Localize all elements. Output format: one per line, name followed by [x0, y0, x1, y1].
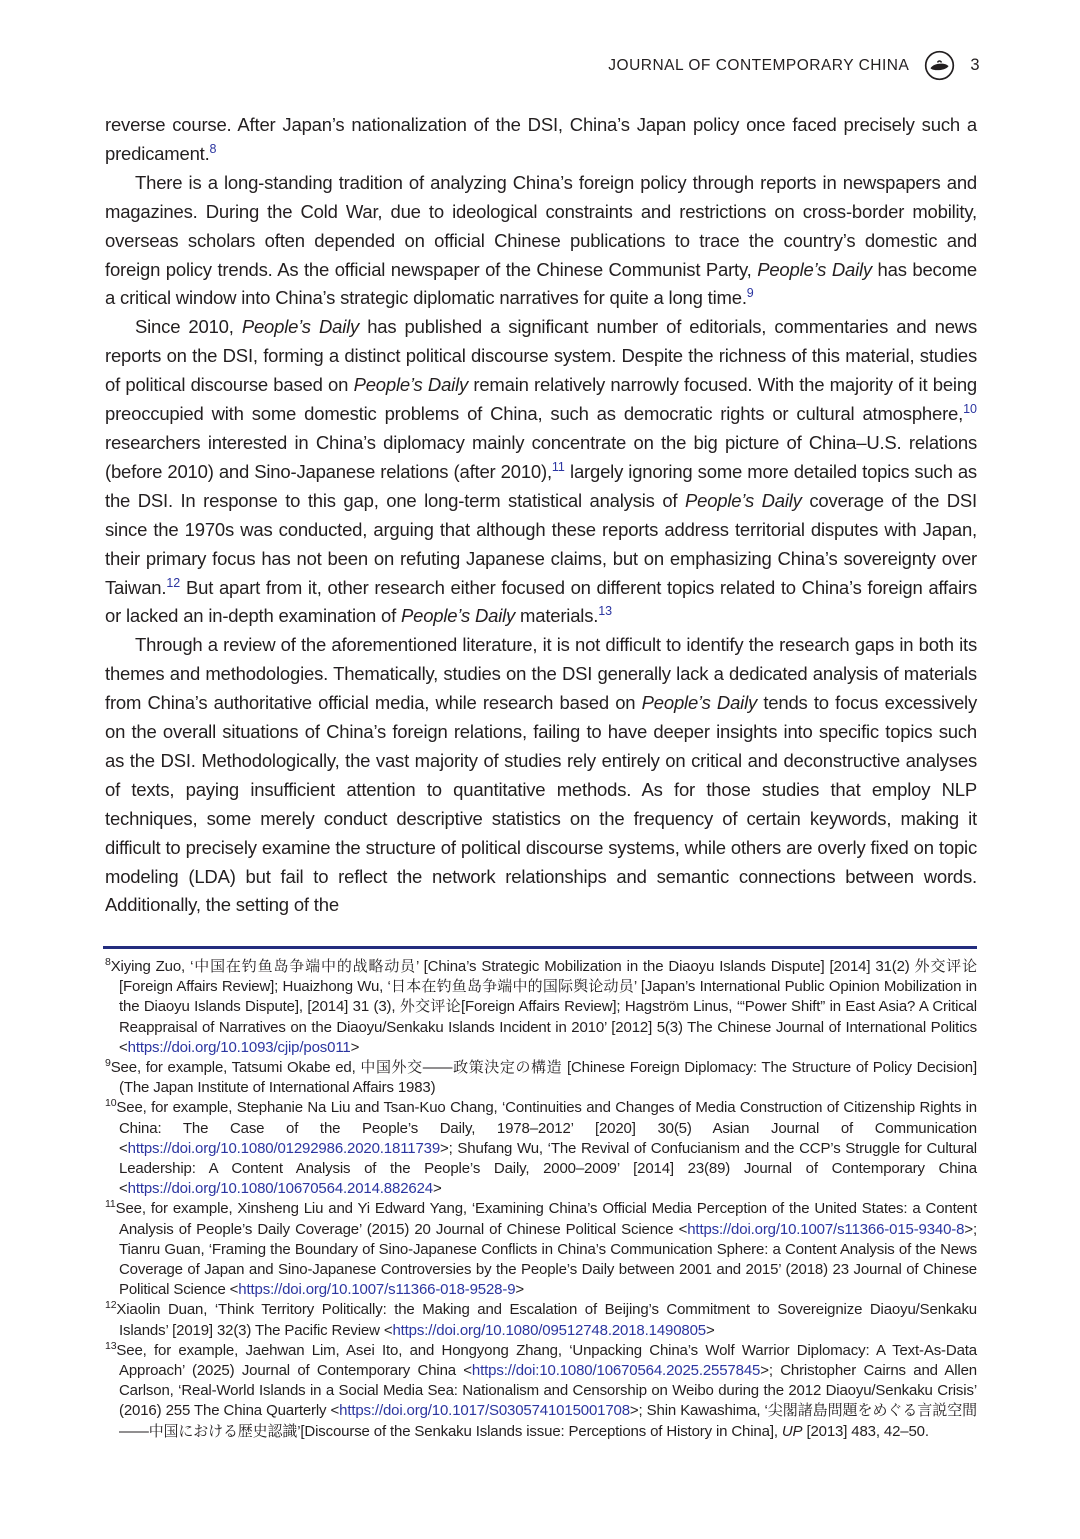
- italic-text: UP: [781, 1422, 803, 1440]
- footnote: [105, 1341, 977, 1442]
- footnote-ref[interactable]: 11: [551, 459, 565, 474]
- text-run: researchers interested in China’s diplomacy mainly concentrate on the big picture of China–U.S. relations (before 2010) and Sino-Japanese relations (after 2010),: [105, 431, 977, 482]
- italic-text: People’s Daily: [241, 316, 360, 338]
- text-run: tends to focus excessively on the overall situations of China’s foreign relations, failing to have deeper insights into specific topics such as the DSI. Methodologically, the vast majority of studies rely entirely on critical and deconstructive analyses of texts, paying insufficient attention to quantitative methods. As for those studies that employ NLP techniques, some merely conduct descriptive statistics on the frequency of certain keywords, making it difficult to precisely examine the structure of political discourse systems, while others are overly fixed on topic modeling (LDA) but fail to reflect the network relationships and semantic connections between words. Additionally, the setting of the: [105, 692, 977, 916]
- doi-link[interactable]: https://doi.org/10.1093/cjip/pos011: [127, 1038, 351, 1056]
- italic-text: People’s Daily: [641, 692, 758, 714]
- footnote-ref[interactable]: 13: [598, 604, 613, 619]
- text-run: reverse course. After Japan’s nationalization of the DSI, China’s Japan policy once faced precisely such a predicament.: [105, 114, 977, 164]
- footnote-marker: 9: [105, 1057, 111, 1070]
- text-run: Xiying Zuo, ‘中国在钓鱼岛争端中的战略动员’ [China’s Strategic Mobilization in the Diaoyu Islands Dispute] [2014] 31(2) 外交评论 [Foreign Affairs Review]; Huaizhong Wu, ‘日本在钓鱼岛争端中的国际舆论动员’ [Japan’s International Public Opinion Mobilization in the Diaoyu Islands Dispute], [2014] 31 (3), 外交评论[Foreign Affairs Review]; Hagström Linus, ‘“Power Shift” in East Asia? A Critical Reappraisal of Narratives on the Diaoyu/Senkaku Islands Incident in 2010’ [2012] 5(3) The Chinese Journal of International Politics <: [110, 958, 977, 1056]
- text-run: >: [515, 1281, 525, 1299]
- text-run: See, for example, Tatsumi Okabe ed, 中国外交——政策決定の構造 [Chinese Foreign Diplomacy: The Structure of Policy Decision] (The Japan Institute of International Affairs 1983): [110, 1059, 977, 1097]
- footnote-ref[interactable]: 12: [166, 575, 181, 590]
- text-run: >; Tianru Guan, ‘Framing the Boundary of Sino-Japanese Conflicts in China’s Communication Sphere: a Content Analysis of the News Coverage of Japan and Sino-Japanese Controversies by the People’s Daily between 2001 and 2015’ (2018) 23 Journal of Chinese Political Science <: [119, 1220, 977, 1299]
- text-run: Xiaolin Duan, ‘Think Territory Politically: the Making and Escalation of Beijing’s Commitment to Sovereignize Diaoyu/Senkaku Islands’ [2019] 32(3) The Pacific Review <: [116, 1301, 977, 1339]
- footnote-ref[interactable]: 9: [746, 286, 754, 301]
- italic-text: People’s Daily: [353, 374, 469, 396]
- footnote: [105, 957, 977, 1058]
- text-run: largely ignoring some more detailed topics such as the DSI. In response to this gap, one long-term statistical analysis of: [105, 460, 977, 511]
- text-run: coverage of the DSI since the 1970s was conducted, arguing that although these reports address territorial disputes with Japan, their primary focus has not been on refuting Japanese claims, but on emphasizing China’s sovereignty over Taiwan.: [105, 489, 977, 598]
- text-run: There is a long-standing tradition of analyzing China’s foreign policy through reports in newspapers and magazines. During the Cold War, due to ideological constraints and restrictions on cross-border mobility, overseas scholars often depended on official Chinese publications to trace the country’s domestic and foreign policy trends. As the official newspaper of the Chinese Communist Party,: [105, 171, 977, 280]
- italic-text: People’s Daily: [757, 258, 872, 280]
- text-run: [2013] 483, 42–50.: [802, 1422, 929, 1440]
- text-run: has become a critical window into China’s strategic diplomatic narratives for quite a long time.: [105, 258, 977, 309]
- italic-text: People’s Daily: [400, 605, 516, 627]
- text-run: See, for example, Stephanie Na Liu and Tsan-Kuo Chang, ‘Continuities and Changes of Media Construction of Citizenship Rights in China: The Case of the People’s Daily, 1978–2012’ [2020] 30(5) Asian Journal of Communication <: [116, 1099, 977, 1157]
- footnote-marker: 11: [105, 1198, 116, 1211]
- text-run: >; Shufang Wu, ‘The Revival of Confucianism and the CCP’s Struggle for Cultural Leadership: A Content Analysis of the People’s Daily, 2000–2009’ [2014] 23(89) Journal of Contemporary China <: [119, 1139, 977, 1198]
- text-run: See, for example, Xinsheng Liu and Yi Edward Yang, ‘Examining China’s Official Media Perception of the United States: a Content Analysis of People’s Daily Coverage’ (2015) 20 Journal of Chinese Political Science <: [115, 1200, 977, 1238]
- italic-text: People’s Daily: [684, 489, 802, 511]
- doi-link[interactable]: https://doi.org/10.1017/S0305741015001708: [339, 1402, 630, 1420]
- footnote-ref[interactable]: 8: [209, 141, 217, 156]
- footnote: [105, 1199, 977, 1300]
- footnote-marker: 12: [105, 1299, 117, 1312]
- doi-link[interactable]: https://doi:10.1080/10670564.2025.2557845: [471, 1362, 761, 1380]
- text-run: has published a significant number of editorials, commentaries and news reports on the DSI, forming a distinct political discourse system. Despite the richness of this material, studies of political discourse based on: [105, 316, 978, 396]
- doi-link[interactable]: https://doi.org/10.1080/10670564.2014.882624: [127, 1180, 433, 1198]
- footnote-ref[interactable]: 10: [963, 401, 977, 416]
- text-run: >; Shin Kawashima, ‘尖閣諸島問題をめぐる言説空間——中国における歴史認識’[Discourse of the Senkaku Islands issue: Perceptions of History in China],: [119, 1402, 977, 1440]
- body-paragraph: [105, 631, 977, 920]
- body-text: [105, 111, 977, 920]
- text-run: remain relatively narrowly focused. With the majority of it being preoccupied with some domestic problems of China, such as democratic rights or cultural atmosphere,: [105, 374, 977, 425]
- footnotes: [105, 957, 977, 1442]
- running-header: [608, 50, 980, 81]
- journal-title: JOURNAL OF CONTEMPORARY CHINA: [608, 56, 910, 74]
- text-run: Through a review of the aforementioned literature, it is not difficult to identify the research gaps in both its themes and methodologies. Thematically, studies on the DSI generally lack a dedicated analysis of materials from China’s authoritative official media, while research based on: [105, 634, 977, 714]
- footnote: [105, 1058, 977, 1098]
- footnote-separator-rule: [103, 946, 977, 949]
- text-run: >; Christopher Cairns and Allen Carlson, ‘Real-World Islands in a Social Media Sea: Nationalism and Censorship on Weibo during the 2012 Diaoyu/Senkaku Crisis’ (2016) 255 The China Quarterly <: [119, 1362, 977, 1420]
- text-run: But apart from it, other research either focused on different topics related to China’s foreign affairs or lacked an in-depth examination of: [105, 576, 977, 627]
- footnote-marker: 8: [105, 956, 111, 968]
- doi-link[interactable]: https://doi.org/10.1080/01292986.2020.1811739: [127, 1139, 441, 1157]
- text-run: Since 2010,: [135, 316, 242, 338]
- text-run: See, for example, Jaehwan Lim, Asei Ito, and Hongyong Zhang, ‘Unpacking China’s Wolf Warrior Diplomacy: A Text-As-Data Approach’ (2025) Journal of Contemporary China <: [116, 1341, 977, 1380]
- body-paragraph: [105, 111, 977, 169]
- footnote: [105, 1300, 977, 1340]
- text-run: >: [705, 1321, 715, 1339]
- doi-link[interactable]: https://doi.org/10.1007/s11366-015-9340-8: [687, 1220, 965, 1238]
- doi-link[interactable]: https://doi.org/10.1080/09512748.2018.1490805: [392, 1321, 706, 1339]
- page-number: 3: [970, 56, 980, 74]
- text-run: materials.: [515, 605, 599, 627]
- footnote: [105, 1098, 977, 1199]
- taylor-francis-logo-icon: [924, 50, 955, 81]
- text-run: >: [350, 1038, 360, 1056]
- footnote-marker: 10: [105, 1097, 117, 1110]
- body-paragraph: [105, 169, 977, 314]
- doi-link[interactable]: https://doi.org/10.1007/s11366-018-9528-9: [238, 1281, 516, 1299]
- text-run: >: [432, 1180, 442, 1198]
- footnote-marker: 13: [105, 1339, 117, 1352]
- body-paragraph: [105, 313, 977, 631]
